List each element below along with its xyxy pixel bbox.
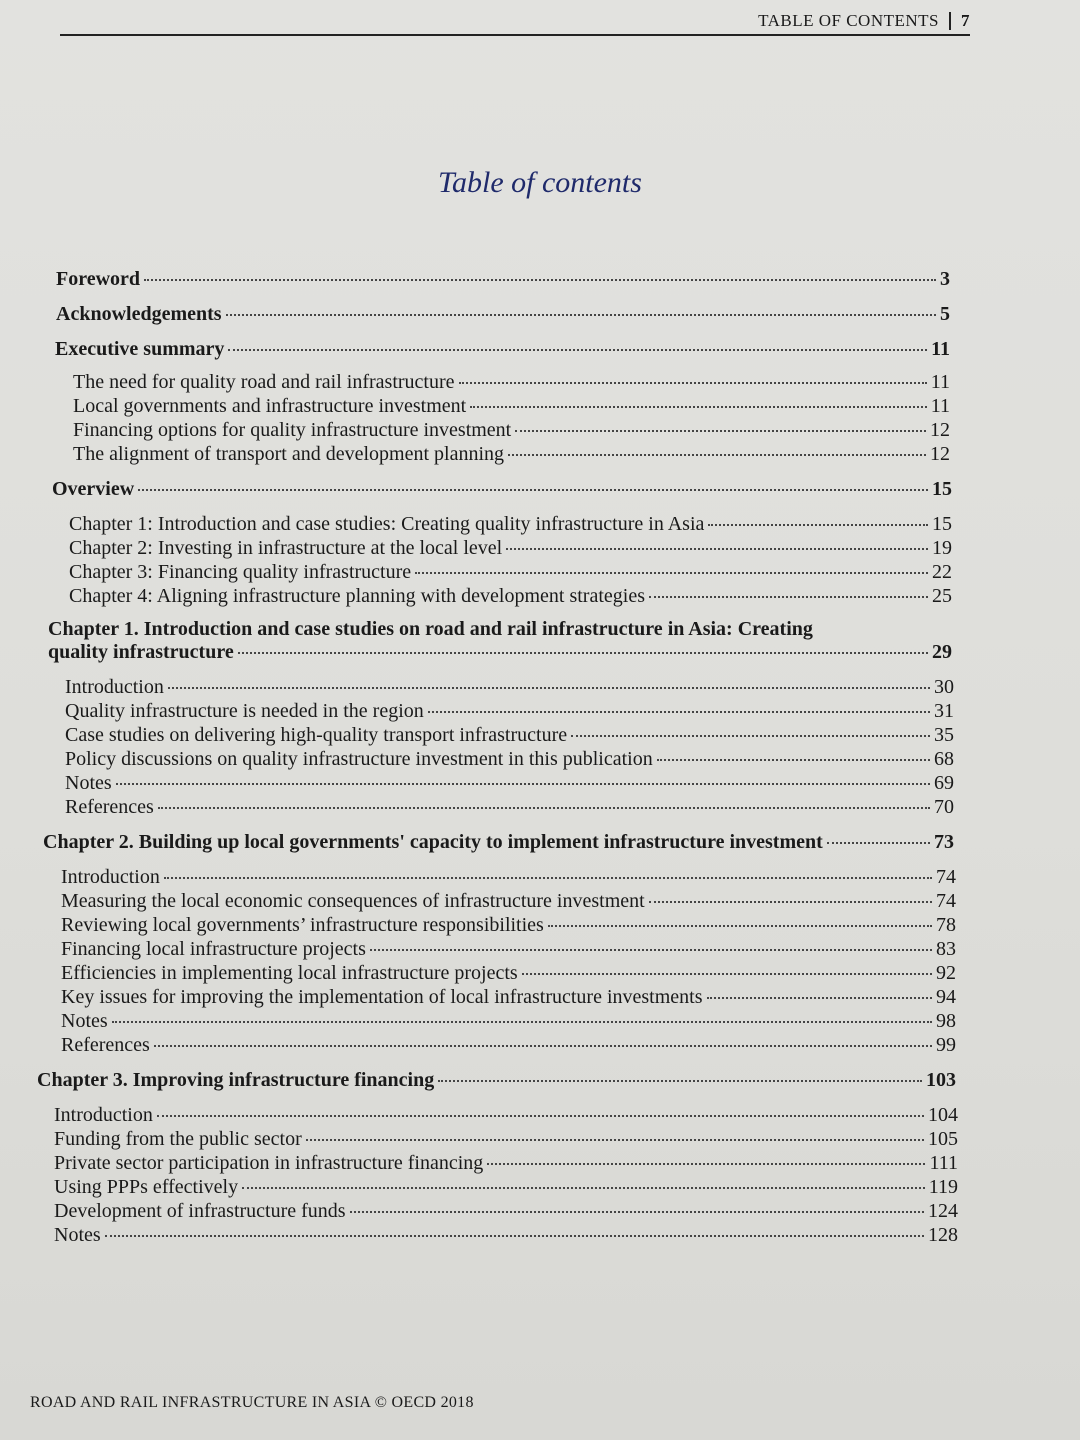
running-footer: ROAD AND RAIL INFRASTRUCTURE IN ASIA © OECD 2018 (30, 1394, 474, 1411)
toc-page: 119 (928, 1176, 958, 1198)
toc-subentry[interactable] (73, 395, 950, 418)
dot-leader (157, 1115, 924, 1117)
toc-entry-chapter-2[interactable] (43, 831, 954, 854)
toc-page: 74 (936, 890, 956, 912)
dot-leader (649, 901, 932, 903)
dot-leader (438, 1080, 922, 1082)
toc-label: The need for quality road and rail infrastructure (73, 371, 455, 393)
toc-subentry[interactable] (73, 419, 950, 442)
toc-page: 35 (934, 724, 954, 746)
toc-subentry[interactable] (61, 938, 956, 961)
toc-entry-chapter-1[interactable] (48, 618, 952, 664)
dot-leader (459, 382, 927, 384)
toc-label: Introduction (65, 676, 164, 698)
toc-label: References (65, 796, 154, 818)
toc-label: quality infrastructure (48, 641, 234, 663)
dot-leader (506, 548, 928, 550)
toc-label: Reviewing local governments’ infrastructure responsibilities (61, 914, 544, 936)
toc-page: 11 (931, 338, 950, 360)
dot-leader (158, 807, 930, 809)
toc-page: 15 (932, 478, 952, 500)
table-of-contents (0, 268, 1080, 1247)
toc-label: Case studies on delivering high-quality transport infrastructure (65, 724, 568, 746)
toc-page: 69 (934, 772, 954, 794)
toc-entry-foreword[interactable] (56, 268, 950, 291)
toc-label: Financing local infrastructure projects (61, 938, 366, 960)
toc-page: 25 (932, 585, 952, 607)
header-page-number: 7 (949, 12, 970, 30)
toc-page: 15 (932, 513, 952, 535)
toc-page: 12 (930, 443, 950, 465)
toc-label: Private sector participation in infrastructure financing (54, 1152, 484, 1174)
dot-leader (116, 783, 930, 785)
toc-entry-acknowledgements[interactable] (56, 303, 950, 326)
toc-page: 124 (928, 1200, 958, 1222)
toc-label: Introduction (61, 866, 160, 888)
dot-leader (649, 596, 928, 598)
toc-label: Notes (54, 1224, 101, 1246)
toc-label: Measuring the local economic consequences of infrastructure investment (61, 890, 645, 912)
toc-label-line-2-row (48, 641, 952, 664)
toc-label-line-1: Chapter 1. Introduction and case studies on road and rail infrastructure in Asia: Creating (48, 618, 813, 640)
toc-subentry[interactable] (54, 1152, 958, 1175)
dot-leader (415, 572, 928, 574)
dot-leader (242, 1187, 925, 1189)
dot-leader (515, 430, 926, 432)
toc-subentry[interactable] (61, 1034, 956, 1057)
toc-label: Funding from the public sector (54, 1128, 302, 1150)
toc-label: Chapter 4: Aligning infrastructure planning with development strategies (69, 585, 645, 607)
toc-page: 22 (932, 561, 952, 583)
dot-leader (487, 1163, 925, 1165)
toc-label: Acknowledgements (56, 303, 222, 325)
toc-label: References (61, 1034, 150, 1056)
dot-leader (105, 1235, 924, 1237)
toc-page: 29 (932, 641, 952, 663)
toc-entry-executive-summary[interactable] (55, 338, 950, 361)
dot-leader (154, 1045, 932, 1047)
toc-page: 11 (930, 395, 950, 417)
chapter-3-subentries (54, 1104, 958, 1247)
toc-subentry[interactable] (69, 585, 952, 608)
dot-leader (657, 759, 930, 761)
running-header (60, 8, 970, 36)
toc-subentry[interactable] (73, 371, 950, 394)
dot-leader (470, 406, 927, 408)
toc-page: 68 (934, 748, 954, 770)
dot-leader (522, 973, 932, 975)
dot-leader (164, 877, 932, 879)
toc-page: 73 (934, 831, 954, 853)
toc-page: 111 (929, 1152, 958, 1174)
toc-subentry[interactable] (61, 890, 956, 913)
toc-label: Introduction (54, 1104, 153, 1126)
toc-subentry[interactable] (54, 1200, 958, 1223)
toc-subentry[interactable] (65, 796, 954, 819)
executive-summary-subentries (73, 371, 950, 466)
chapter-2-subentries (61, 866, 956, 1057)
toc-page: 94 (936, 986, 956, 1008)
toc-page: 105 (928, 1128, 958, 1150)
toc-page: 12 (930, 419, 950, 441)
toc-page: 30 (934, 676, 954, 698)
toc-page: 78 (936, 914, 956, 936)
dot-leader (571, 735, 930, 737)
toc-subentry[interactable] (69, 537, 952, 560)
dot-leader (238, 652, 928, 654)
toc-subentry[interactable] (69, 513, 952, 536)
toc-subentry[interactable] (61, 986, 956, 1009)
toc-subentry[interactable] (61, 1010, 956, 1033)
toc-subentry[interactable] (54, 1104, 958, 1127)
toc-subentry[interactable] (65, 772, 954, 795)
toc-subentry[interactable] (65, 724, 954, 747)
toc-label: Using PPPs effectively (54, 1176, 239, 1198)
toc-page: 11 (930, 371, 950, 393)
dot-leader (708, 524, 928, 526)
toc-label: Executive summary (55, 338, 225, 360)
dot-leader (138, 489, 928, 491)
toc-label: Key issues for improving the implementation of local infrastructure investments (61, 986, 703, 1008)
toc-label: Quality infrastructure is needed in the region (65, 700, 424, 722)
chapter-1-subentries (65, 676, 954, 819)
toc-label: Efficiencies in implementing local infrastructure projects (61, 962, 518, 984)
toc-page: 19 (932, 537, 952, 559)
toc-label: Chapter 1: Introduction and case studies: Creating quality infrastructure in Asia (69, 513, 705, 535)
dot-leader (226, 314, 936, 316)
toc-subentry[interactable] (69, 561, 952, 584)
dot-leader (350, 1211, 924, 1213)
toc-page: 74 (936, 866, 956, 888)
toc-subentry[interactable] (54, 1224, 958, 1247)
toc-page: 99 (936, 1034, 956, 1056)
toc-page: 70 (934, 796, 954, 818)
dot-leader (168, 687, 930, 689)
toc-page: 92 (936, 962, 956, 984)
dot-leader (428, 711, 930, 713)
toc-subentry[interactable] (61, 914, 956, 937)
dot-leader (144, 279, 936, 281)
toc-label: Overview (52, 478, 135, 500)
toc-page: 128 (928, 1224, 958, 1246)
toc-subentry[interactable] (65, 748, 954, 771)
dot-leader (306, 1139, 924, 1141)
toc-label: Chapter 3. Improving infrastructure financing (37, 1069, 435, 1091)
overview-subentries (69, 513, 952, 608)
toc-entry-overview[interactable] (52, 478, 952, 501)
dot-leader (827, 842, 930, 844)
toc-subentry[interactable] (61, 866, 956, 889)
toc-page: 3 (940, 268, 950, 290)
header-section: TABLE OF CONTENTS (758, 11, 939, 30)
toc-label: Financing options for quality infrastructure investment (73, 419, 512, 441)
toc-subentry[interactable] (65, 700, 954, 723)
toc-label: The alignment of transport and development planning (73, 443, 504, 465)
toc-label: Chapter 2: Investing in infrastructure at the local level (69, 537, 503, 559)
toc-page: 83 (936, 938, 956, 960)
toc-subentry[interactable] (61, 962, 956, 985)
toc-label: Notes (65, 772, 112, 794)
dot-leader (548, 925, 932, 927)
toc-subentry[interactable] (73, 443, 950, 466)
toc-page: 104 (928, 1104, 958, 1126)
dot-leader (112, 1021, 932, 1023)
toc-label: Notes (61, 1010, 108, 1032)
toc-label: Foreword (56, 268, 141, 290)
toc-page: 103 (926, 1069, 956, 1091)
toc-label: Chapter 3: Financing quality infrastructure (69, 561, 412, 583)
toc-entry-chapter-3[interactable] (37, 1069, 956, 1092)
dot-leader (508, 454, 926, 456)
dot-leader (370, 949, 932, 951)
toc-subentry[interactable] (54, 1128, 958, 1151)
toc-label: Development of infrastructure funds (54, 1200, 346, 1222)
toc-page: 31 (934, 700, 954, 722)
toc-label: Chapter 2. Building up local governments' capacity to implement infrastructure investment (43, 831, 823, 853)
toc-subentry[interactable] (65, 676, 954, 699)
toc-label: Local governments and infrastructure investment (73, 395, 467, 417)
toc-subentry[interactable] (54, 1176, 958, 1199)
dot-leader (228, 349, 927, 351)
page-title: Table of contents (438, 166, 642, 199)
toc-page: 5 (940, 303, 950, 325)
dot-leader (707, 997, 932, 999)
toc-page: 98 (936, 1010, 956, 1032)
toc-label: Policy discussions on quality infrastructure investment in this publication (65, 748, 653, 770)
